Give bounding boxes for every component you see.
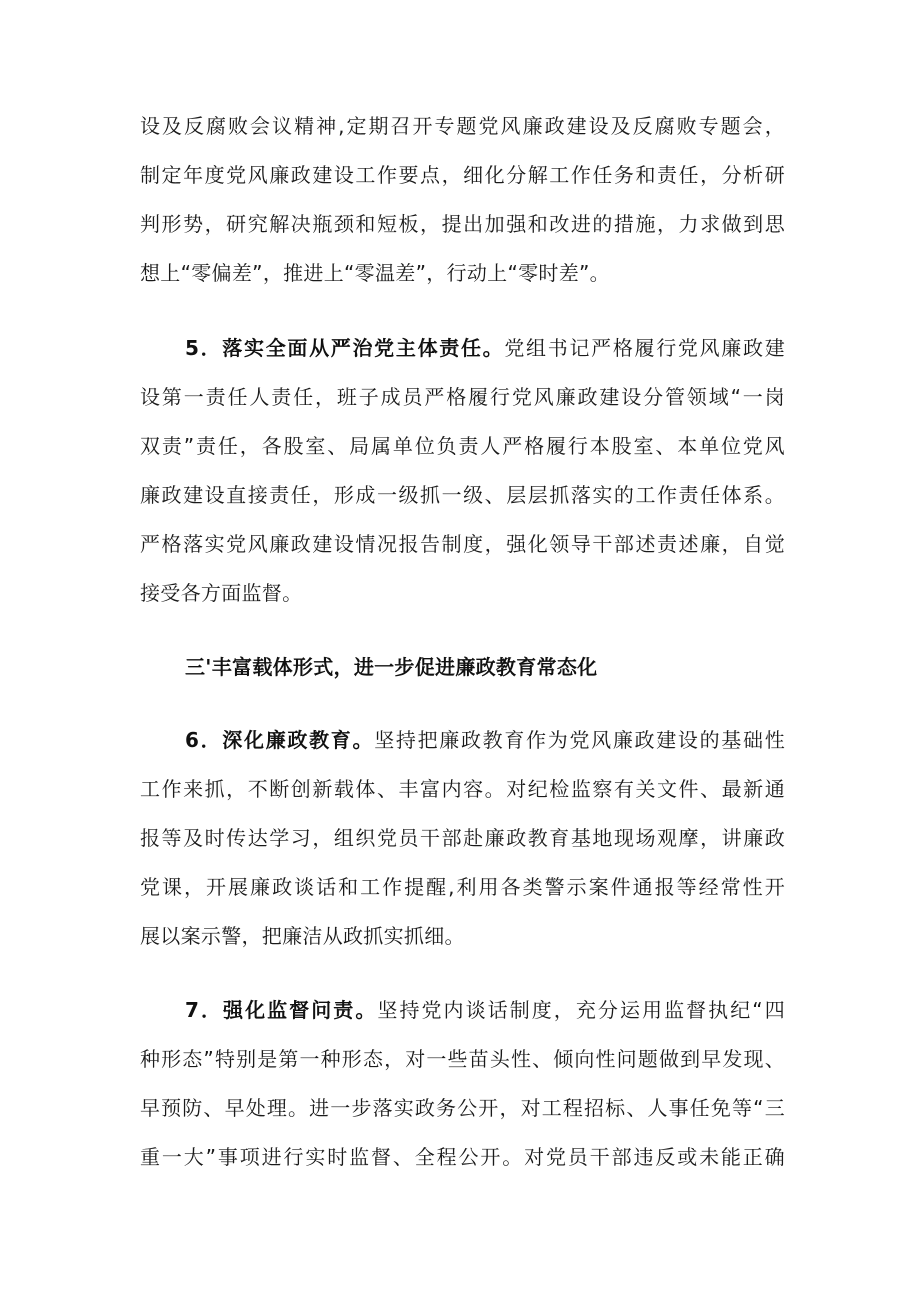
paragraph-line: 种形态”特别是第一种形态，对一些苗头性、倾向性问题做到早发现、 <box>140 1047 785 1071</box>
paragraph-line: 严格落实党风廉政建设情况报告制度，强化领导干部述责述廉，自觉 <box>140 532 785 556</box>
item-heading: 7．强化监督问责。 <box>185 998 378 1022</box>
paragraph-line: 报等及时传达学习，组织党员干部赴廉政教育基地现场观摩，讲廉政 <box>140 826 785 850</box>
paragraph-line: 想上“零偏差”，推进上“零温差”，行动上“零时差”。 <box>140 261 610 285</box>
item-heading: 6．深化廉政教育。 <box>185 728 375 752</box>
paragraph-text: 坚持把廉政教育作为党风廉政建设的基础性 <box>374 728 786 752</box>
paragraph-line: 判形势，研究解决瓶颈和短板，提出加强和改进的措施，力求做到思 <box>140 212 785 236</box>
section-title: 三'丰富载体形式，进一步促进廉政教育常态化 <box>185 655 598 679</box>
paragraph-line: 制定年度党风廉政建设工作要点，细化分解工作任务和责任，分析研 <box>140 163 785 187</box>
paragraph-line: 早预防、早处理。进一步落实政务公开，对工程招标、人事任免等“三 <box>140 1096 785 1120</box>
paragraph-line: 重一大”事项进行实时监督、全程公开。对党员干部违反或未能正确 <box>140 1145 785 1169</box>
paragraph-text: 党组书记严格履行党风廉政建 <box>504 336 786 360</box>
paragraph-line: 廉政建设直接责任，形成一级抓一级、层层抓落实的工作责任体系。 <box>140 483 785 507</box>
paragraph-text: 坚持党内谈话制度，充分运用监督执纪“四 <box>377 998 785 1022</box>
paragraph-line: 展以案示警，把廉洁从政抓实抓细。 <box>140 924 465 948</box>
paragraph-line: 党课，开展廉政谈话和工作提醒,利用各类警示案件通报等经常性开 <box>140 875 785 899</box>
paragraph-line: 工作来抓，不断创新载体、丰富内容。对纪检监察有关文件、最新通 <box>140 777 785 801</box>
item-heading: 5．落实全面从严治党主体责任。 <box>185 336 505 360</box>
paragraph-first-line <box>185 330 785 366</box>
paragraph-first-line <box>185 992 785 1028</box>
paragraph-line: 接受各方面监督。 <box>140 581 303 605</box>
paragraph-first-line <box>185 722 785 758</box>
paragraph-line: 设第一责任人责任，班子成员严格履行党风廉政建设分管领域“一岗 <box>140 385 785 409</box>
paragraph-line: 双责”责任，各股室、局属单位负责人严格履行本股室、本单位党风 <box>140 434 785 458</box>
paragraph-line: 设及反腐败会议精神,定期召开专题党风廉政建设及反腐败专题会， <box>140 114 785 138</box>
